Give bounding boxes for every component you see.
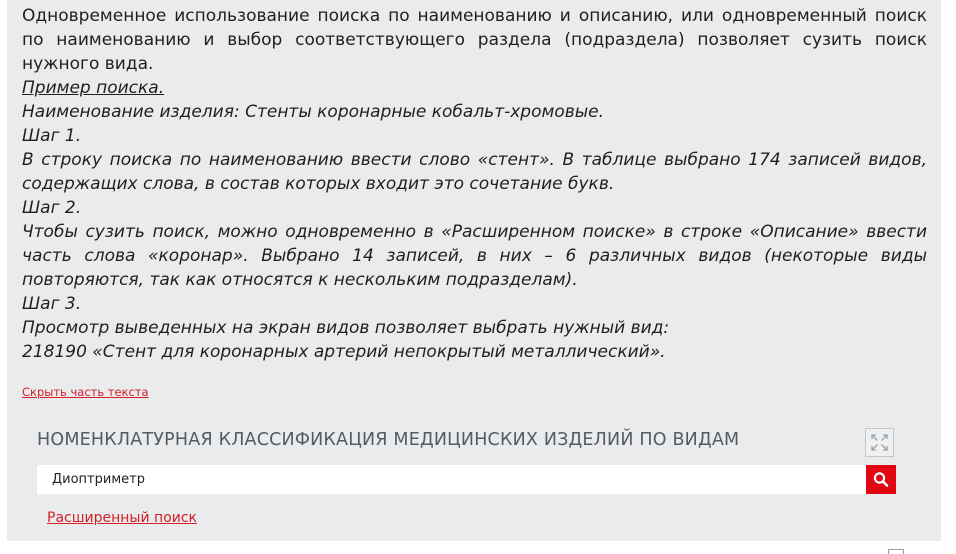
hide-text-link[interactable]: Скрыть часть текста (22, 385, 149, 399)
advanced-search-link[interactable]: Расширенный поиск (47, 510, 198, 526)
search-button[interactable] (866, 465, 896, 494)
result-text: 218190 «Стент для коронарных артерий непокрытый металлический». (22, 342, 666, 362)
product-name: Наименование изделия: Стенты коронарные кобальт-хромовые. (22, 102, 605, 122)
step2-text: Чтобы сузить поиск, можно одновременно в «Расширенном поиске» в строке «Описание» ввести часть слова «коронар». Выбрано 14 записей, в них – 6 различных видов (некоторые виды повторяются, так как относятся к нескольким подразделам). (22, 222, 927, 290)
content-panel (7, 0, 941, 541)
step1-text: В строку поиска по наименованию ввести слово «стент». В таблице выбрано 174 записей видов, содержащих слова, в состав которых входит это сочетание букв. (22, 150, 927, 194)
article-text (22, 4, 927, 364)
fullscreen-expand-icon (866, 429, 893, 456)
step3-title: Шаг 3. (22, 294, 82, 314)
step2-title: Шаг 2. (22, 198, 82, 218)
step1-title: Шаг 1. (22, 126, 82, 146)
example-heading: Пример поиска. (22, 78, 165, 98)
intro-paragraph: Одновременное использование поиска по наименованию и описанию, или одновременный поиск по наименованию и выбор соответствующего раздела (подраздела) позволяет сузить поиск нужного вида. (22, 6, 927, 74)
corner-mark (888, 549, 904, 554)
step3-text: Просмотр выведенных на экран видов позволяет выбрать нужный вид: (22, 318, 670, 338)
classification-title: НОМЕНКЛАТУРНАЯ КЛАССИФИКАЦИЯ МЕДИЦИНСКИХ ИЗДЕЛИЙ ПО ВИДАМ (37, 430, 740, 450)
search-icon (866, 465, 896, 494)
expand-button[interactable] (865, 428, 894, 457)
search-input[interactable] (37, 465, 866, 494)
